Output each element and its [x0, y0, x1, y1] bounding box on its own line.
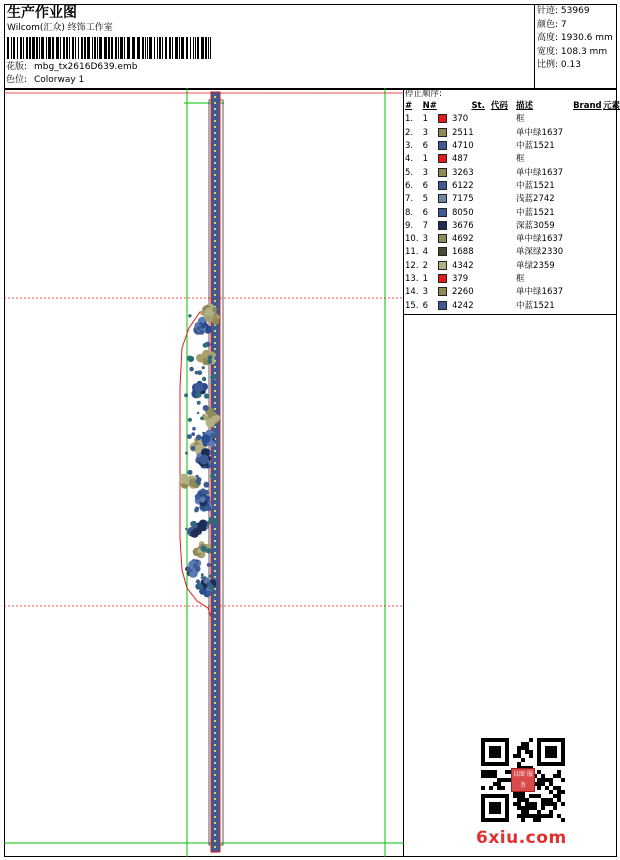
stop-index: 8. [405, 207, 414, 218]
stop-desc: 单中绿1637 [516, 287, 564, 298]
stat-stitches: 针迹: 53969 [537, 6, 590, 16]
stop-stitches: 3676 [451, 220, 474, 231]
stop-row [405, 233, 620, 246]
seal-text: 以图 服务 [513, 771, 533, 789]
stop-color-swatch [438, 166, 452, 179]
stop-needle: 6 [422, 300, 429, 311]
stop-needle: 4 [422, 247, 429, 258]
stop-stitches: 379 [451, 274, 469, 284]
stop-desc: 中蓝1521 [516, 207, 555, 218]
stop-desc: 中蓝1521 [516, 141, 555, 152]
stop-desc: 浅蓝2742 [516, 194, 555, 205]
stop-row [405, 140, 620, 153]
stop-desc: 框 [516, 114, 525, 125]
stop-needle: 2 [422, 260, 429, 271]
stop-code [491, 286, 516, 299]
stop-row [405, 206, 620, 219]
stop-stitches: 6122 [451, 180, 474, 191]
stop-desc: 单中绿1637 [516, 127, 564, 138]
stop-row [405, 299, 620, 312]
stop-index: 9. [405, 220, 414, 231]
stop-row [405, 273, 620, 286]
col-brand: Brand [573, 101, 602, 112]
stop-desc: 深蓝3059 [516, 220, 555, 231]
stop-row [405, 260, 620, 273]
stop-code [491, 246, 516, 259]
file-label: 花版: [6, 62, 28, 72]
stop-desc: 单中绿1637 [516, 167, 564, 178]
stop-table-header [405, 100, 620, 113]
stop-needle: 6 [422, 141, 429, 152]
stop-index: 6. [405, 180, 414, 191]
stop-stitches: 370 [451, 114, 469, 125]
stop-code [491, 127, 516, 140]
barcode-icon [7, 37, 217, 59]
stop-index: 14. [405, 287, 419, 298]
stop-color-swatch [438, 180, 452, 193]
col-needle: N# [422, 101, 437, 112]
colorway-name: Colorway 1 [34, 75, 85, 85]
stop-code [491, 273, 516, 286]
stop-code [491, 193, 516, 206]
stop-color-swatch [438, 299, 452, 312]
stop-stitches: 1688 [451, 247, 474, 258]
stop-stitches: 487 [451, 154, 469, 165]
stop-row [405, 193, 620, 206]
company-name: Wilcom(汇众) 终饰工作室 [7, 23, 113, 33]
stop-color-swatch [438, 206, 452, 219]
stop-index: 1. [405, 114, 414, 125]
stop-sequence-title: 停止顺序: [405, 89, 442, 99]
col-desc: 描述 [516, 101, 534, 112]
stop-index: 12. [405, 260, 419, 271]
stop-row [405, 180, 620, 193]
stop-desc: 中蓝1521 [516, 180, 555, 191]
file-name: mbg_tx2616D639.emb [34, 62, 138, 72]
col-index: # [405, 101, 413, 112]
stop-stitches: 4710 [451, 141, 474, 152]
stop-needle: 1 [422, 154, 429, 165]
stat-width: 宽度: 108.3 mm [537, 46, 608, 57]
stop-row [405, 113, 620, 126]
stop-row [405, 166, 620, 179]
stop-code [491, 113, 516, 126]
stop-color-swatch [438, 233, 452, 246]
stop-color-swatch [438, 153, 452, 166]
stop-code [491, 153, 516, 166]
stats-list [537, 5, 613, 73]
stop-color-swatch [438, 220, 452, 233]
stop-color-swatch [438, 193, 452, 206]
stop-color-swatch [438, 260, 452, 273]
stop-code [491, 233, 516, 246]
stop-needle: 3 [422, 167, 429, 178]
stop-color-swatch [438, 113, 452, 126]
col-element: 元素 [602, 101, 620, 112]
seal-stamp-icon [511, 768, 535, 792]
stop-row [405, 220, 620, 233]
stop-stitches: 8050 [451, 207, 474, 218]
stop-index: 7. [405, 194, 414, 205]
stop-stitches: 2260 [451, 287, 474, 298]
stop-needle: 3 [422, 234, 429, 245]
stop-desc: 单深绿2330 [516, 247, 564, 258]
stop-index: 5. [405, 167, 414, 178]
stop-index: 10. [405, 234, 419, 245]
stop-desc: 单绿2359 [516, 260, 555, 271]
stop-needle: 5 [422, 194, 429, 205]
stop-code [491, 260, 516, 273]
stop-needle: 1 [422, 114, 429, 125]
col-stitches: St. [471, 101, 485, 112]
stop-index: 3. [405, 141, 414, 152]
stop-stitches: 4342 [451, 260, 474, 271]
stop-color-swatch [438, 286, 452, 299]
stop-row [405, 127, 620, 140]
stop-index: 2. [405, 127, 414, 138]
stop-desc: 框 [516, 274, 525, 284]
stop-desc: 中蓝1521 [516, 300, 555, 311]
stop-needle: 6 [422, 207, 429, 218]
stat-colors: 颜色: 7 [537, 19, 567, 30]
stop-index: 15. [405, 300, 419, 311]
embroidery-design [4, 88, 404, 857]
stop-code [491, 299, 516, 312]
stop-sequence-table [405, 100, 620, 313]
stop-desc: 框 [516, 154, 525, 165]
stop-index: 4. [405, 154, 414, 165]
stop-stitches: 2511 [451, 127, 474, 138]
stop-stitches: 4692 [451, 234, 474, 245]
stop-stitches: 3263 [451, 167, 474, 178]
stop-needle: 3 [422, 127, 429, 138]
stop-code [491, 206, 516, 219]
stop-color-swatch [438, 140, 452, 153]
stop-row [405, 286, 620, 299]
stop-code [491, 180, 516, 193]
watermark-site: 6xiu.com [476, 828, 567, 848]
colorway-label: 色位: [6, 75, 28, 85]
stop-needle: 1 [422, 274, 429, 284]
col-code: 代码 [490, 101, 508, 112]
stat-height: 高度: 1930.6 mm [537, 33, 613, 43]
stop-needle: 7 [422, 220, 429, 231]
stop-needle: 6 [422, 180, 429, 191]
stop-index: 13. [405, 274, 419, 284]
stop-needle: 3 [422, 287, 429, 298]
stop-color-swatch [438, 127, 452, 140]
stop-color-swatch [438, 273, 452, 286]
stop-row [405, 153, 620, 166]
stat-scale: 比例: 0.13 [537, 60, 581, 70]
stop-desc: 单中绿1637 [516, 234, 564, 245]
page-title: 生产作业图 [7, 5, 77, 21]
col-swatch [438, 100, 452, 113]
stop-code [491, 166, 516, 179]
stop-stitches: 4242 [451, 300, 474, 311]
stop-index: 11. [405, 247, 419, 258]
stop-code [491, 220, 516, 233]
stop-code [491, 140, 516, 153]
stop-row [405, 246, 620, 259]
stop-color-swatch [438, 246, 452, 259]
stop-stitches: 7175 [451, 194, 474, 205]
